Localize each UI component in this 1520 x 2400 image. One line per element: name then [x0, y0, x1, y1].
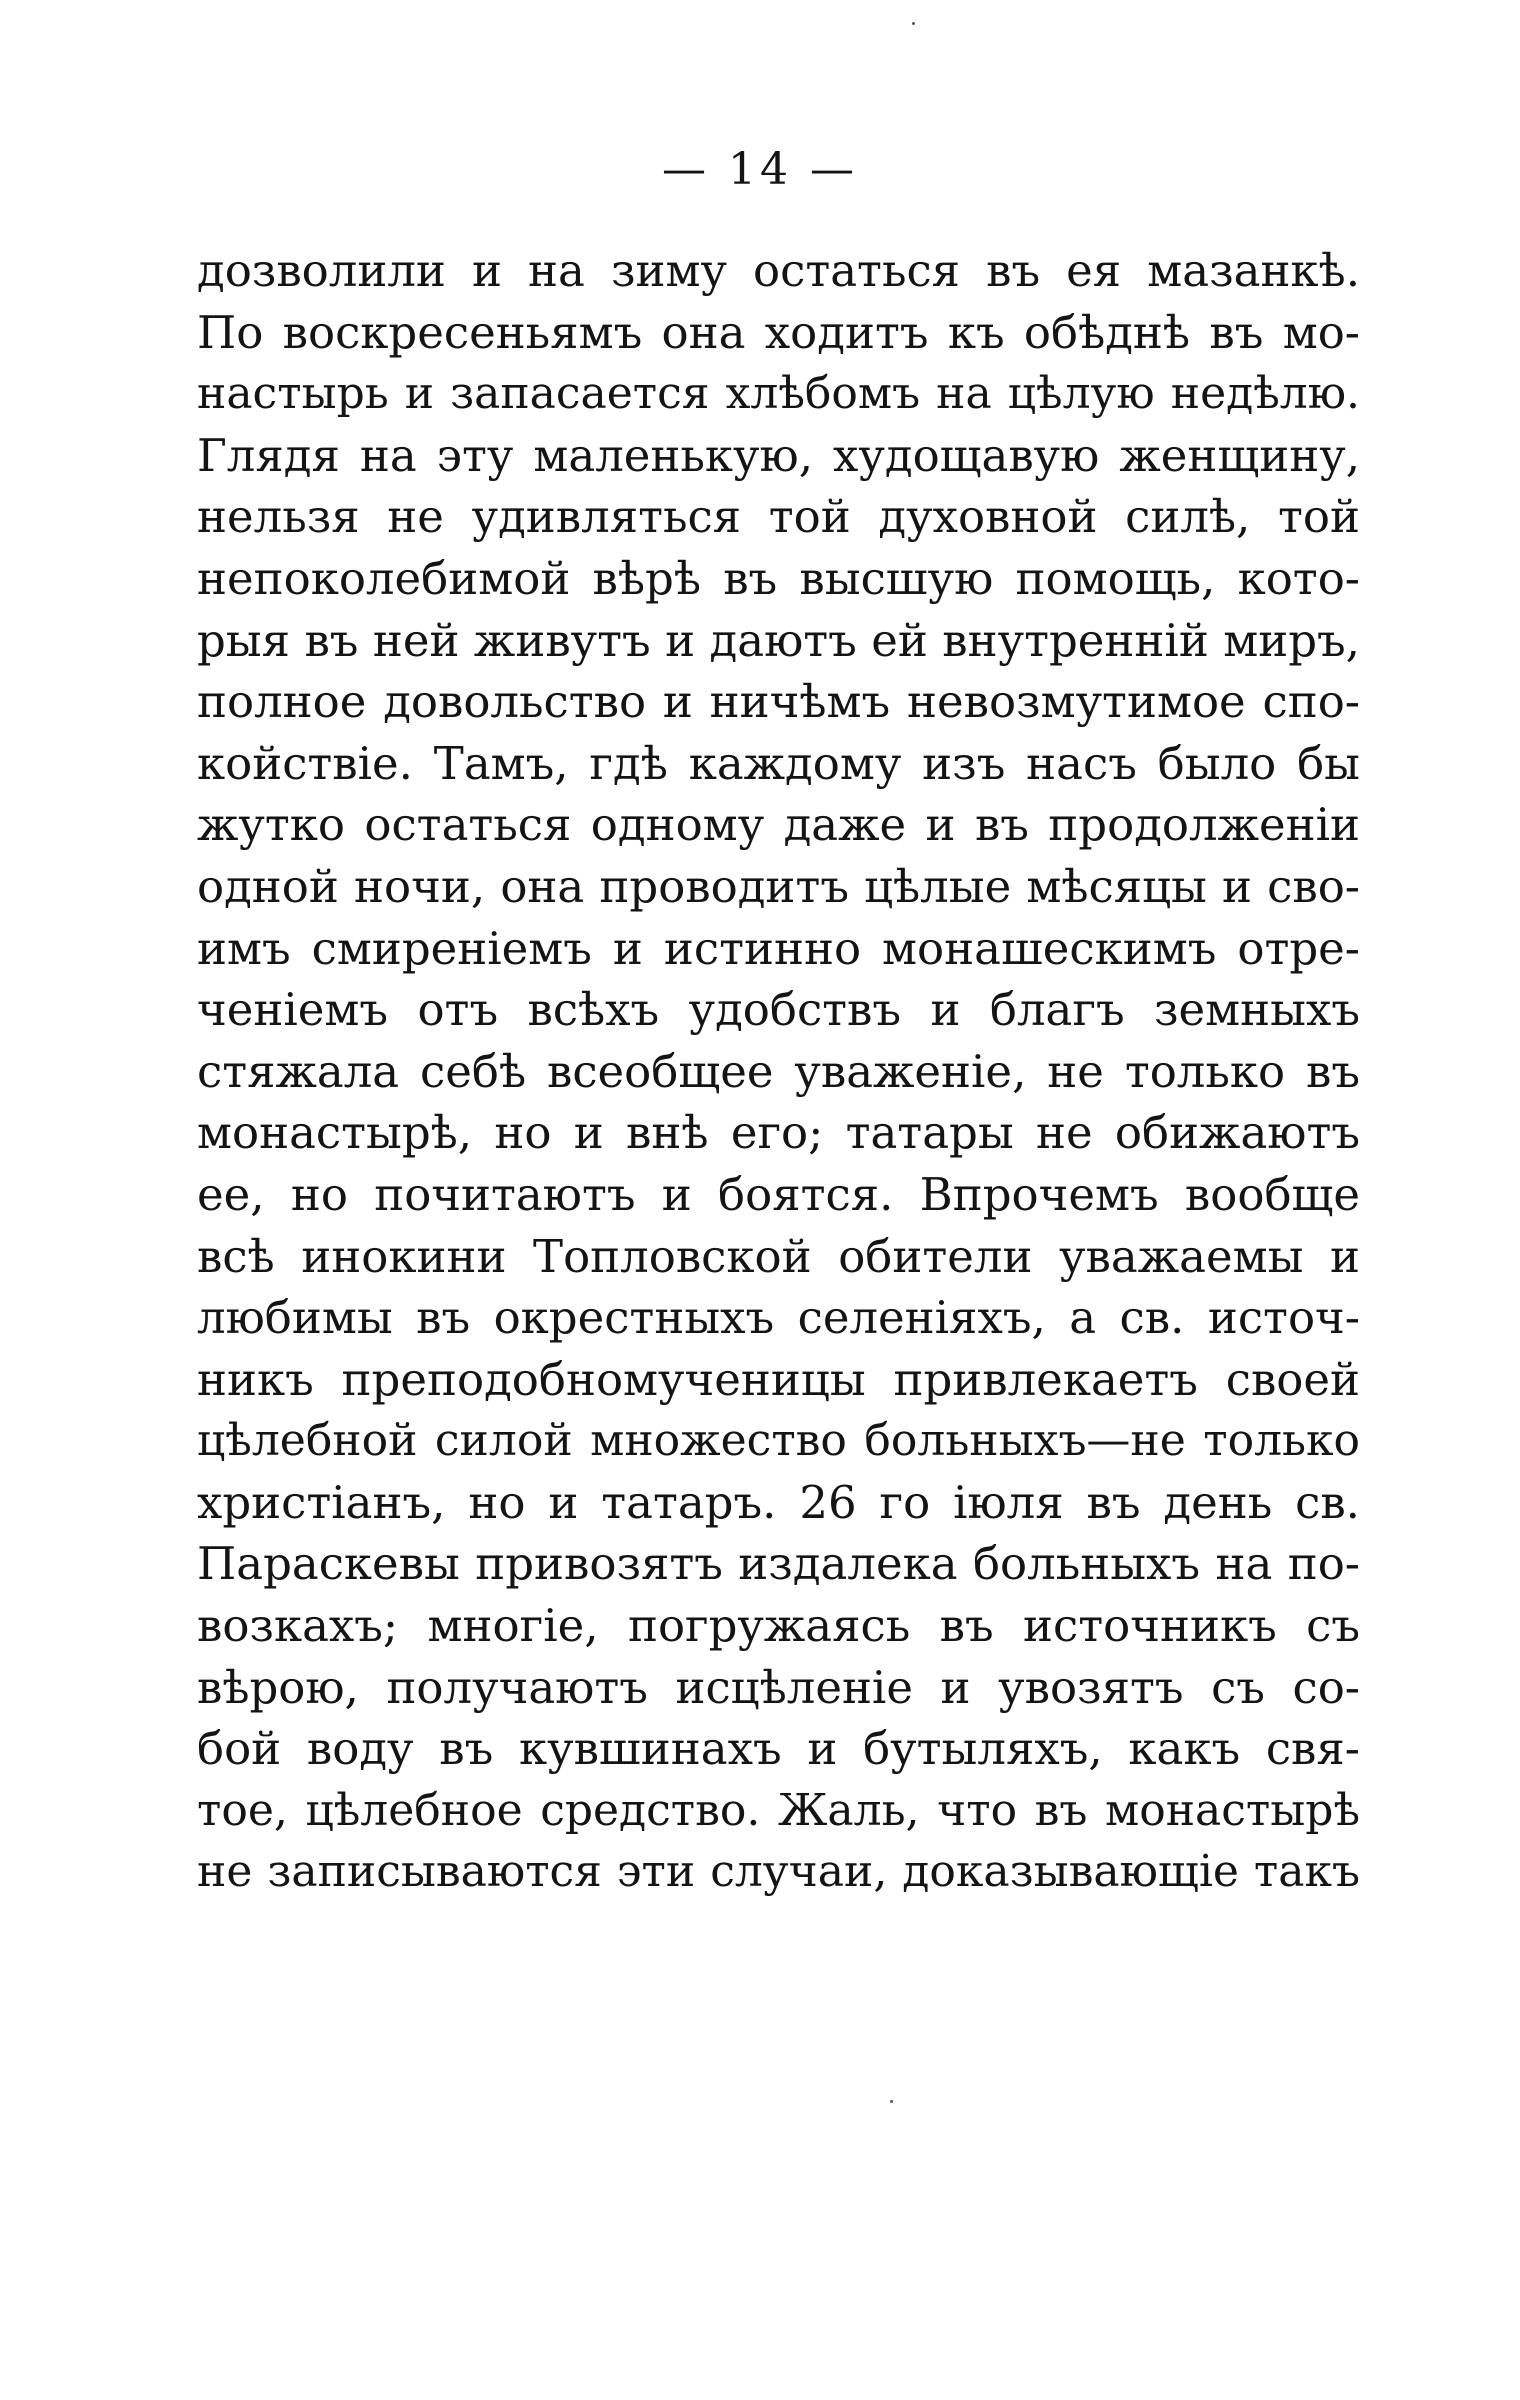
text-line: не записываются эти случаи, доказывающіе такъ: [197, 1846, 1360, 1898]
text-line: дозволили и на зиму остаться въ ея мазанкѣ.: [197, 244, 1360, 297]
text-line: ченіемъ отъ всѣхъ удобствъ и благъ земныхъ: [197, 983, 1360, 1037]
text-line: одной ночи, она проводитъ цѣлые мѣсяцы и сво-: [197, 859, 1360, 913]
text-line: тое, цѣлебное средство. Жаль, что въ монастырѣ: [197, 1784, 1360, 1836]
text-line: нельзя не удивляться той духовной силѣ, той: [197, 490, 1360, 544]
text-line: монастырѣ, но и внѣ его; татары не обижаютъ: [197, 1106, 1360, 1160]
text-line: жутко остаться одному даже и въ продолженіи: [197, 798, 1360, 852]
text-line: христіанъ, но и татаръ. 26 го іюля въ день св.: [197, 1475, 1360, 1529]
scan-speck: [890, 2100, 893, 2103]
text-line: имъ смиреніемъ и истинно монашескимъ отре-: [197, 921, 1360, 975]
text-line: рыя въ ней живутъ и даютъ ей внутренній миръ,: [197, 613, 1360, 667]
text-line: вѣрою, получаютъ исцѣленіе и увозятъ съ со-: [197, 1660, 1360, 1714]
text-line: всѣ инокини Топловской обители уважаемы и: [197, 1229, 1360, 1283]
text-line: По воскресеньямъ она ходитъ къ обѣднѣ въ мо-: [197, 305, 1360, 359]
text-line: непоколебимой вѣрѣ въ высшую помощь, кото-: [197, 551, 1360, 605]
text-line: любимы въ окрестныхъ селеніяхъ, а св. источ-: [197, 1291, 1360, 1345]
text-line: койствіе. Тамъ, гдѣ каждому изъ насъ было бы: [197, 736, 1360, 790]
text-line: никъ преподобномученицы привлекаетъ своей: [197, 1352, 1360, 1406]
text-line: настырь и запасается хлѣбомъ на цѣлую недѣлю.: [197, 368, 1360, 420]
scan-speck: [912, 22, 915, 25]
page-number: — 14 —: [662, 144, 858, 195]
text-line: Глядя на эту маленькую, худощавую женщину,: [197, 428, 1360, 482]
text-line: стяжала себѣ всеобщее уваженіе, не только въ: [197, 1044, 1360, 1098]
text-line: Параскевы привозятъ издалека больныхъ на по-: [197, 1537, 1360, 1591]
text-line: цѣлебной силой множество больныхъ—не только: [197, 1415, 1360, 1467]
body-text: [197, 240, 1360, 1903]
text-line: ее, но почитаютъ и боятся. Впрочемъ вообще: [197, 1167, 1360, 1221]
text-line: возкахъ; многіе, погружаясь въ источникъ съ: [197, 1599, 1360, 1653]
text-line: полное довольство и ничѣмъ невозмутимое спо-: [197, 675, 1360, 729]
text-line: бой воду въ кувшинахъ и бутыляхъ, какъ свя-: [197, 1722, 1360, 1776]
